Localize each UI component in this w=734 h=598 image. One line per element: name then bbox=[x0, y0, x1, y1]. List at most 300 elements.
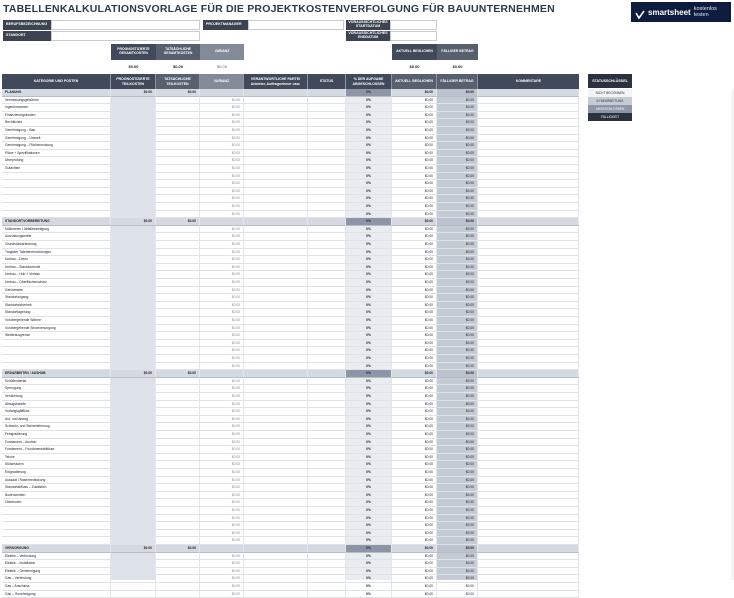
cell-fc[interactable] bbox=[111, 317, 156, 325]
due-amount-cell[interactable]: $0.00 bbox=[437, 378, 478, 386]
variance-cell[interactable]: $0.00 bbox=[200, 119, 244, 127]
item-label[interactable]: Schüttmaterial bbox=[2, 378, 111, 386]
cell-st[interactable] bbox=[308, 279, 346, 287]
current-due-cell[interactable]: $0.00 bbox=[392, 378, 437, 386]
due-amount-cell[interactable]: $0.00 bbox=[437, 302, 478, 310]
cell-fc[interactable] bbox=[111, 583, 156, 591]
cell-st[interactable] bbox=[308, 401, 346, 409]
item-label[interactable]: Stützmauern bbox=[2, 461, 111, 469]
cell-act[interactable] bbox=[156, 112, 200, 120]
current-due-cell[interactable]: $0.00 bbox=[392, 112, 437, 120]
cell-act[interactable] bbox=[156, 195, 200, 203]
variance-cell[interactable]: $0.00 bbox=[200, 135, 244, 143]
current-due-cell[interactable]: $0.00 bbox=[392, 537, 437, 545]
cell-fc[interactable] bbox=[111, 515, 156, 523]
variance-cell[interactable]: $0.00 bbox=[200, 211, 244, 219]
cell-fc[interactable] bbox=[111, 241, 156, 249]
current-due-cell[interactable]: $0.00 bbox=[392, 294, 437, 302]
cell-resp[interactable] bbox=[244, 211, 308, 219]
item-label[interactable] bbox=[2, 180, 111, 188]
variance-cell[interactable]: $0.00 bbox=[200, 423, 244, 431]
cell-resp[interactable] bbox=[244, 423, 308, 431]
cell-resp[interactable] bbox=[244, 287, 308, 295]
cell-st[interactable] bbox=[308, 355, 346, 363]
cell-com[interactable] bbox=[478, 271, 579, 279]
cell-act[interactable] bbox=[156, 385, 200, 393]
cell-st[interactable] bbox=[308, 347, 346, 355]
item-label[interactable]: Standortsicherheit bbox=[2, 302, 111, 310]
cell-fc[interactable] bbox=[111, 287, 156, 295]
cell-st[interactable] bbox=[308, 522, 346, 530]
variance-cell[interactable]: $0.00 bbox=[200, 408, 244, 416]
cell-resp[interactable] bbox=[244, 461, 308, 469]
cell-com[interactable] bbox=[478, 370, 579, 378]
percent-cell[interactable]: 0% bbox=[346, 340, 392, 348]
cell-act[interactable] bbox=[156, 583, 200, 591]
cell-act[interactable] bbox=[156, 165, 200, 173]
cell-st[interactable] bbox=[308, 545, 346, 553]
percent-cell[interactable]: 0% bbox=[346, 370, 392, 378]
item-label[interactable] bbox=[2, 211, 111, 219]
item-label[interactable]: Gas – Anschluss bbox=[2, 583, 111, 591]
section-forecast[interactable]: $0.00 bbox=[111, 370, 156, 378]
variance-cell[interactable]: $0.00 bbox=[200, 347, 244, 355]
current-due-cell[interactable]: $0.00 bbox=[392, 575, 437, 583]
item-label[interactable]: Grundstücksräumung bbox=[2, 241, 111, 249]
item-label[interactable] bbox=[2, 515, 111, 523]
cell-st[interactable] bbox=[308, 469, 346, 477]
cell-com[interactable] bbox=[478, 454, 579, 462]
current-due-cell[interactable]: $0.00 bbox=[392, 347, 437, 355]
percent-cell[interactable]: 0% bbox=[346, 515, 392, 523]
cell-st[interactable] bbox=[308, 461, 346, 469]
cell-resp[interactable] bbox=[244, 591, 308, 598]
variance-cell[interactable]: $0.00 bbox=[200, 188, 244, 196]
section-title[interactable]: STANDORTVORBEREITUNG bbox=[2, 218, 111, 226]
current-due-cell[interactable]: $0.00 bbox=[392, 97, 437, 105]
percent-cell[interactable]: 0% bbox=[346, 173, 392, 181]
due-amount-cell[interactable]: $0.00 bbox=[437, 408, 478, 416]
cell-com[interactable] bbox=[478, 211, 579, 219]
cell-act[interactable] bbox=[156, 363, 200, 371]
cell-com[interactable] bbox=[478, 309, 579, 317]
cell-st[interactable] bbox=[308, 477, 346, 485]
cell-act[interactable] bbox=[156, 401, 200, 409]
item-label[interactable]: Umbau – Hub + Verlass bbox=[2, 271, 111, 279]
cell-st[interactable] bbox=[308, 180, 346, 188]
due-amount-cell[interactable]: $0.00 bbox=[437, 104, 478, 112]
cell-act[interactable] bbox=[156, 469, 200, 477]
item-label[interactable]: Vorübergehende Wärme bbox=[2, 317, 111, 325]
cell-fc[interactable] bbox=[111, 271, 156, 279]
cell-act[interactable] bbox=[156, 340, 200, 348]
cell-st[interactable] bbox=[308, 173, 346, 181]
due-amount-cell[interactable]: $0.00 bbox=[437, 97, 478, 105]
variance-cell[interactable]: $0.00 bbox=[200, 332, 244, 340]
current-due-cell[interactable]: $0.00 bbox=[392, 157, 437, 165]
variance-cell[interactable]: $0.00 bbox=[200, 226, 244, 234]
due-amount-cell[interactable]: $0.00 bbox=[437, 218, 478, 226]
section-forecast[interactable]: $0.00 bbox=[111, 545, 156, 553]
item-label[interactable]: Gas – Genehmigung bbox=[2, 591, 111, 598]
due-amount-cell[interactable]: $0.00 bbox=[437, 370, 478, 378]
variance-cell[interactable]: $0.00 bbox=[200, 385, 244, 393]
variance-cell[interactable]: $0.00 bbox=[200, 355, 244, 363]
cell-st[interactable] bbox=[308, 135, 346, 143]
cell-fc[interactable] bbox=[111, 507, 156, 515]
cell-fc[interactable] bbox=[111, 499, 156, 507]
cell-com[interactable] bbox=[478, 355, 579, 363]
cell-act[interactable] bbox=[156, 127, 200, 135]
variance-cell[interactable]: $0.00 bbox=[200, 492, 244, 500]
cell-resp[interactable] bbox=[244, 112, 308, 120]
percent-cell[interactable]: 0% bbox=[346, 142, 392, 150]
percent-cell[interactable]: 0% bbox=[346, 363, 392, 371]
cell-com[interactable] bbox=[478, 492, 579, 500]
due-amount-cell[interactable]: $0.00 bbox=[437, 439, 478, 447]
cell-resp[interactable] bbox=[244, 340, 308, 348]
cell-st[interactable] bbox=[308, 302, 346, 310]
cell-resp[interactable] bbox=[244, 484, 308, 492]
variance-cell[interactable]: $0.00 bbox=[200, 241, 244, 249]
cell-fc[interactable] bbox=[111, 385, 156, 393]
cell-st[interactable] bbox=[308, 454, 346, 462]
percent-cell[interactable]: 0% bbox=[346, 317, 392, 325]
cell-st[interactable] bbox=[308, 499, 346, 507]
variance-cell[interactable]: $0.00 bbox=[200, 477, 244, 485]
cell-act[interactable] bbox=[156, 530, 200, 538]
cell-com[interactable] bbox=[478, 157, 579, 165]
cell-com[interactable] bbox=[478, 416, 579, 424]
percent-cell[interactable]: 0% bbox=[346, 157, 392, 165]
cell-com[interactable] bbox=[478, 279, 579, 287]
cell-act[interactable] bbox=[156, 454, 200, 462]
due-amount-cell[interactable]: $0.00 bbox=[437, 431, 478, 439]
due-amount-cell[interactable]: $0.00 bbox=[437, 271, 478, 279]
cell-com[interactable] bbox=[478, 347, 579, 355]
cell-act[interactable] bbox=[156, 499, 200, 507]
percent-cell[interactable]: 0% bbox=[346, 575, 392, 583]
cell-com[interactable] bbox=[478, 522, 579, 530]
cell-resp[interactable] bbox=[244, 173, 308, 181]
cell-resp[interactable] bbox=[244, 294, 308, 302]
percent-cell[interactable]: 0% bbox=[346, 195, 392, 203]
due-amount-cell[interactable]: $0.00 bbox=[437, 507, 478, 515]
variance-cell[interactable]: $0.00 bbox=[200, 127, 244, 135]
end-date-field[interactable] bbox=[390, 31, 437, 41]
cell-st[interactable] bbox=[308, 583, 346, 591]
cell-act[interactable] bbox=[156, 378, 200, 386]
current-due-cell[interactable]: $0.00 bbox=[392, 287, 437, 295]
cell-com[interactable] bbox=[478, 408, 579, 416]
cell-resp[interactable] bbox=[244, 439, 308, 447]
current-due-cell[interactable]: $0.00 bbox=[392, 423, 437, 431]
variance-cell[interactable]: $0.00 bbox=[200, 393, 244, 401]
cell-act[interactable] bbox=[156, 135, 200, 143]
variance-cell[interactable]: $0.00 bbox=[200, 294, 244, 302]
item-label[interactable]: Fundament – Aushub bbox=[2, 439, 111, 447]
cell-st[interactable] bbox=[308, 195, 346, 203]
cell-com[interactable] bbox=[478, 203, 579, 211]
due-amount-cell[interactable]: $0.00 bbox=[437, 180, 478, 188]
cell-resp[interactable] bbox=[244, 477, 308, 485]
cell-st[interactable] bbox=[308, 446, 346, 454]
cell-fc[interactable] bbox=[111, 454, 156, 462]
cell-resp[interactable] bbox=[244, 492, 308, 500]
percent-cell[interactable]: 0% bbox=[346, 203, 392, 211]
cell-act[interactable] bbox=[156, 317, 200, 325]
cell-fc[interactable] bbox=[111, 211, 156, 219]
due-amount-cell[interactable]: $0.00 bbox=[437, 256, 478, 264]
current-due-cell[interactable]: $0.00 bbox=[392, 499, 437, 507]
percent-cell[interactable]: 0% bbox=[346, 309, 392, 317]
variance-cell[interactable]: $0.00 bbox=[200, 173, 244, 181]
item-label[interactable]: Standortabfluss – Zusätzlich bbox=[2, 484, 111, 492]
item-label[interactable]: Umbau – Oberflächenschutz bbox=[2, 279, 111, 287]
cell-act[interactable] bbox=[156, 203, 200, 211]
item-label[interactable]: Sprengung bbox=[2, 385, 111, 393]
cell-fc[interactable] bbox=[111, 560, 156, 568]
current-due-cell[interactable]: $0.00 bbox=[392, 591, 437, 598]
cell-resp[interactable] bbox=[244, 241, 308, 249]
item-label[interactable]: Finanzierungskosten bbox=[2, 112, 111, 120]
percent-cell[interactable]: 0% bbox=[346, 287, 392, 295]
cell-act[interactable] bbox=[156, 279, 200, 287]
cell-com[interactable] bbox=[478, 507, 579, 515]
cell-act[interactable] bbox=[156, 591, 200, 598]
cell-com[interactable] bbox=[478, 226, 579, 234]
cell-resp[interactable] bbox=[244, 264, 308, 272]
item-label[interactable]: Wetterausgrenze bbox=[2, 332, 111, 340]
due-amount-cell[interactable]: $0.00 bbox=[437, 401, 478, 409]
percent-cell[interactable]: 0% bbox=[346, 423, 392, 431]
cell-com[interactable] bbox=[478, 165, 579, 173]
cell-resp[interactable] bbox=[244, 537, 308, 545]
variance-cell[interactable]: $0.00 bbox=[200, 271, 244, 279]
cell-resp[interactable] bbox=[244, 446, 308, 454]
due-amount-cell[interactable]: $0.00 bbox=[437, 568, 478, 576]
item-label[interactable]: Vermessungsgebühren bbox=[2, 97, 111, 105]
cell-fc[interactable] bbox=[111, 119, 156, 127]
cell-resp[interactable] bbox=[244, 279, 308, 287]
percent-cell[interactable]: 0% bbox=[346, 401, 392, 409]
cell-st[interactable] bbox=[308, 439, 346, 447]
variance-cell[interactable]: $0.00 bbox=[200, 560, 244, 568]
cell-act[interactable] bbox=[156, 256, 200, 264]
variance-cell[interactable]: $0.00 bbox=[200, 553, 244, 561]
variance-cell[interactable]: $0.00 bbox=[200, 325, 244, 333]
current-due-cell[interactable]: $0.00 bbox=[392, 477, 437, 485]
cell-st[interactable] bbox=[308, 157, 346, 165]
cell-resp[interactable] bbox=[244, 568, 308, 576]
cell-st[interactable] bbox=[308, 560, 346, 568]
current-due-cell[interactable]: $0.00 bbox=[392, 393, 437, 401]
percent-cell[interactable]: 0% bbox=[346, 385, 392, 393]
variance-cell[interactable]: $0.00 bbox=[200, 530, 244, 538]
cell-resp[interactable] bbox=[244, 363, 308, 371]
cell-resp[interactable] bbox=[244, 499, 308, 507]
percent-cell[interactable]: 0% bbox=[346, 431, 392, 439]
percent-cell[interactable]: 0% bbox=[346, 233, 392, 241]
cell-act[interactable] bbox=[156, 553, 200, 561]
cell-act[interactable] bbox=[156, 393, 200, 401]
percent-cell[interactable]: 0% bbox=[346, 97, 392, 105]
due-amount-cell[interactable]: $0.00 bbox=[437, 309, 478, 317]
cell-act[interactable] bbox=[156, 287, 200, 295]
cell-act[interactable] bbox=[156, 355, 200, 363]
cell-com[interactable] bbox=[478, 127, 579, 135]
item-label[interactable] bbox=[2, 363, 111, 371]
cell-st[interactable] bbox=[308, 112, 346, 120]
cell-act[interactable] bbox=[156, 515, 200, 523]
cell-com[interactable] bbox=[478, 340, 579, 348]
item-label[interactable]: Umbau – Staubkontrolle bbox=[2, 264, 111, 272]
due-amount-cell[interactable]: $0.00 bbox=[437, 325, 478, 333]
cell-com[interactable] bbox=[478, 150, 579, 158]
current-due-cell[interactable]: $0.00 bbox=[392, 127, 437, 135]
item-label[interactable]: Gerüstmiete bbox=[2, 287, 111, 295]
variance-cell[interactable]: $0.00 bbox=[200, 340, 244, 348]
cell-com[interactable] bbox=[478, 568, 579, 576]
variance-cell[interactable]: $0.00 bbox=[200, 150, 244, 158]
cell-st[interactable] bbox=[308, 370, 346, 378]
cell-st[interactable] bbox=[308, 492, 346, 500]
cell-resp[interactable] bbox=[244, 188, 308, 196]
due-amount-cell[interactable]: $0.00 bbox=[437, 385, 478, 393]
item-label[interactable] bbox=[2, 537, 111, 545]
cell-resp[interactable] bbox=[244, 203, 308, 211]
due-amount-cell[interactable]: $0.00 bbox=[437, 469, 478, 477]
cell-fc[interactable] bbox=[111, 568, 156, 576]
due-amount-cell[interactable]: $0.00 bbox=[437, 530, 478, 538]
cell-fc[interactable] bbox=[111, 492, 156, 500]
percent-cell[interactable]: 0% bbox=[346, 560, 392, 568]
current-due-cell[interactable]: $0.00 bbox=[392, 226, 437, 234]
variance-cell[interactable]: $0.00 bbox=[200, 157, 244, 165]
due-amount-cell[interactable]: $0.00 bbox=[437, 393, 478, 401]
cell-fc[interactable] bbox=[111, 591, 156, 598]
section-actual[interactable]: $0.00 bbox=[156, 218, 200, 226]
cell-com[interactable] bbox=[478, 484, 579, 492]
cell-resp[interactable] bbox=[244, 142, 308, 150]
item-label[interactable]: Gas – Verbindung bbox=[2, 575, 111, 583]
cell-fc[interactable] bbox=[111, 188, 156, 196]
cell-act[interactable] bbox=[156, 332, 200, 340]
cell-com[interactable] bbox=[478, 537, 579, 545]
cell-fc[interactable] bbox=[111, 423, 156, 431]
cell-var[interactable] bbox=[200, 89, 244, 97]
cell-resp[interactable] bbox=[244, 256, 308, 264]
cell-act[interactable] bbox=[156, 309, 200, 317]
cell-st[interactable] bbox=[308, 591, 346, 598]
current-due-cell[interactable]: $0.00 bbox=[392, 492, 437, 500]
cell-resp[interactable] bbox=[244, 119, 308, 127]
current-due-cell[interactable]: $0.00 bbox=[392, 317, 437, 325]
item-label[interactable] bbox=[2, 188, 111, 196]
current-due-cell[interactable]: $0.00 bbox=[392, 484, 437, 492]
variance-cell[interactable]: $0.00 bbox=[200, 203, 244, 211]
current-due-cell[interactable]: $0.00 bbox=[392, 355, 437, 363]
variance-cell[interactable]: $0.00 bbox=[200, 568, 244, 576]
current-due-cell[interactable]: $0.00 bbox=[392, 515, 437, 523]
cell-st[interactable] bbox=[308, 416, 346, 424]
cell-com[interactable] bbox=[478, 499, 579, 507]
item-label[interactable]: Tragbare Toiletteneinrichtungen bbox=[2, 249, 111, 257]
cell-resp[interactable] bbox=[244, 408, 308, 416]
item-label[interactable]: Elektrik – Installation bbox=[2, 560, 111, 568]
cell-st[interactable] bbox=[308, 431, 346, 439]
cell-var[interactable] bbox=[200, 545, 244, 553]
cell-act[interactable] bbox=[156, 568, 200, 576]
variance-cell[interactable]: $0.00 bbox=[200, 522, 244, 530]
cell-com[interactable] bbox=[478, 363, 579, 371]
variance-cell[interactable]: $0.00 bbox=[200, 378, 244, 386]
percent-cell[interactable]: 0% bbox=[346, 545, 392, 553]
cell-com[interactable] bbox=[478, 560, 579, 568]
due-amount-cell[interactable]: $0.00 bbox=[437, 423, 478, 431]
cell-fc[interactable] bbox=[111, 537, 156, 545]
cell-fc[interactable] bbox=[111, 203, 156, 211]
variance-cell[interactable]: $0.00 bbox=[200, 583, 244, 591]
cell-act[interactable] bbox=[156, 97, 200, 105]
variance-cell[interactable]: $0.00 bbox=[200, 575, 244, 583]
percent-cell[interactable]: 0% bbox=[346, 89, 392, 97]
cell-act[interactable] bbox=[156, 173, 200, 181]
cell-resp[interactable] bbox=[244, 271, 308, 279]
cell-act[interactable] bbox=[156, 142, 200, 150]
cell-act[interactable] bbox=[156, 408, 200, 416]
cell-fc[interactable] bbox=[111, 347, 156, 355]
variance-cell[interactable]: $0.00 bbox=[200, 97, 244, 105]
percent-cell[interactable]: 0% bbox=[346, 271, 392, 279]
cell-fc[interactable] bbox=[111, 264, 156, 272]
percent-cell[interactable]: 0% bbox=[346, 294, 392, 302]
percent-cell[interactable]: 0% bbox=[346, 302, 392, 310]
cell-com[interactable] bbox=[478, 188, 579, 196]
cell-fc[interactable] bbox=[111, 355, 156, 363]
percent-cell[interactable]: 0% bbox=[346, 583, 392, 591]
cell-fc[interactable] bbox=[111, 195, 156, 203]
cell-fc[interactable] bbox=[111, 363, 156, 371]
due-amount-cell[interactable]: $0.00 bbox=[437, 211, 478, 219]
percent-cell[interactable]: 0% bbox=[346, 249, 392, 257]
variance-cell[interactable]: $0.00 bbox=[200, 256, 244, 264]
cell-resp[interactable] bbox=[244, 378, 308, 386]
item-label[interactable] bbox=[2, 340, 111, 348]
percent-cell[interactable]: 0% bbox=[346, 522, 392, 530]
project-name-field[interactable] bbox=[51, 20, 200, 30]
cell-act[interactable] bbox=[156, 264, 200, 272]
cell-com[interactable] bbox=[478, 530, 579, 538]
due-amount-cell[interactable]: $0.00 bbox=[437, 492, 478, 500]
cell-fc[interactable] bbox=[111, 325, 156, 333]
current-due-cell[interactable]: $0.00 bbox=[392, 363, 437, 371]
variance-cell[interactable]: $0.00 bbox=[200, 112, 244, 120]
current-due-cell[interactable]: $0.00 bbox=[392, 264, 437, 272]
item-label[interactable]: Verdichtung bbox=[2, 393, 111, 401]
cell-st[interactable] bbox=[308, 423, 346, 431]
section-forecast[interactable]: $0.00 bbox=[111, 89, 156, 97]
current-due-cell[interactable]: $0.00 bbox=[392, 150, 437, 158]
current-due-cell[interactable]: $0.00 bbox=[392, 340, 437, 348]
variance-cell[interactable]: $0.00 bbox=[200, 264, 244, 272]
due-amount-cell[interactable]: $0.00 bbox=[437, 287, 478, 295]
current-due-cell[interactable]: $0.00 bbox=[392, 173, 437, 181]
due-amount-cell[interactable]: $0.00 bbox=[437, 515, 478, 523]
cell-st[interactable] bbox=[308, 537, 346, 545]
cell-resp[interactable] bbox=[244, 515, 308, 523]
item-label[interactable] bbox=[2, 203, 111, 211]
